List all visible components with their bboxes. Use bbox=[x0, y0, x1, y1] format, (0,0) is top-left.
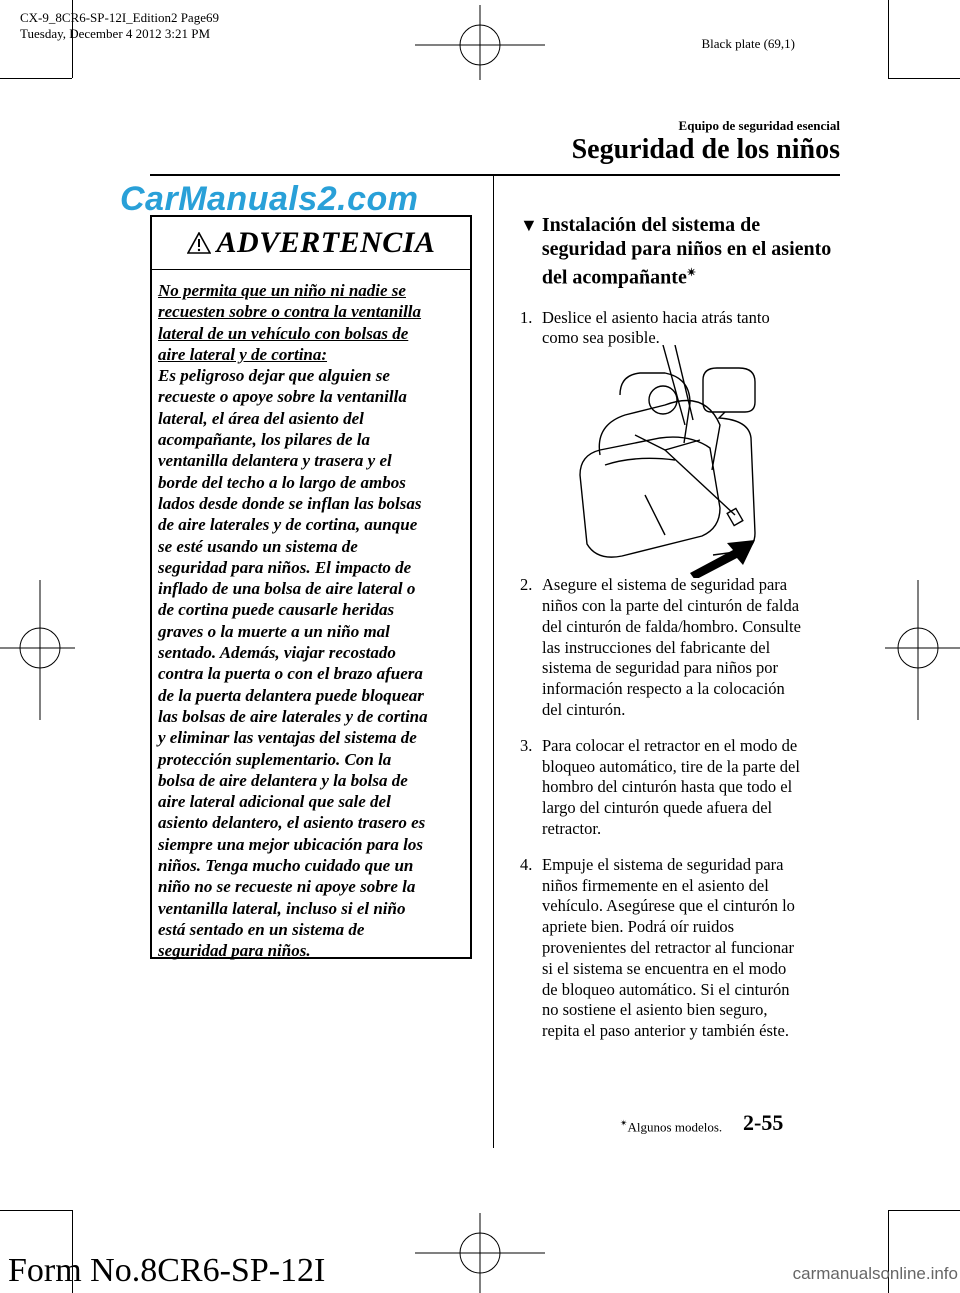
step-text bbox=[542, 575, 801, 721]
step-line: repita el paso anterior y también éste. bbox=[542, 1021, 789, 1041]
warning-lead-line: lateral de un vehículo con bolsas de bbox=[158, 323, 409, 343]
warning-text bbox=[158, 365, 464, 961]
registration-mark-bottom bbox=[415, 1213, 545, 1293]
step-line: retractor. bbox=[542, 819, 602, 839]
warning-line: aire lateral adicional que sale del bbox=[158, 792, 391, 812]
step-text bbox=[542, 736, 800, 840]
warning-line: de cortina puede causarle heridas bbox=[158, 600, 395, 620]
watermark-logo: CarManuals2.com bbox=[120, 180, 419, 218]
warning-body bbox=[152, 270, 470, 962]
step-line: niños con la parte del cinturón de falda bbox=[542, 596, 800, 616]
step-line: información respecto a la colocación bbox=[542, 679, 785, 699]
step-1 bbox=[520, 308, 845, 350]
step-line: si el sistema se encuentra en el modo bbox=[542, 958, 787, 978]
registration-mark-right bbox=[885, 580, 960, 720]
step-line: del cinturón de falda/hombro. Consulte bbox=[542, 616, 801, 636]
step-line: no sostiene el asiento bien seguro, bbox=[542, 1000, 768, 1020]
step-line: niños firmemente en el asiento del bbox=[542, 875, 769, 895]
site-watermark: carmanualsonline.info bbox=[792, 1264, 958, 1283]
footnote-text: Algunos modelos. bbox=[627, 1119, 723, 1135]
warning-line: sentado. Además, viajar recostado bbox=[158, 643, 396, 663]
page-number: 2-55 bbox=[743, 1110, 784, 1135]
warning-header bbox=[152, 217, 470, 270]
warning-line: siempre una mejor ubicación para los bbox=[158, 834, 423, 854]
step-number: 1. bbox=[520, 307, 533, 327]
warning-line: protección suplementario. Con la bbox=[158, 749, 392, 769]
step-number: 4. bbox=[520, 854, 533, 874]
step-number: 3. bbox=[520, 735, 533, 755]
heading-line: seguridad para niños en el asiento bbox=[541, 238, 832, 260]
warning-line: borde del techo a lo largo de ambos bbox=[158, 472, 406, 492]
step-line: Asegure el sistema de seguridad para bbox=[542, 575, 788, 595]
print-info bbox=[20, 10, 219, 42]
plate-label: Black plate (69,1) bbox=[701, 36, 795, 51]
footnote bbox=[620, 1118, 722, 1135]
step-item bbox=[520, 308, 845, 350]
warning-box bbox=[150, 215, 472, 959]
warning-triangle-icon bbox=[187, 232, 211, 254]
step-line: apriete bien. Podrá oír ruidos bbox=[542, 917, 734, 937]
warning-lead-line: aire lateral y de cortina: bbox=[158, 344, 328, 364]
warning-line: contra la puerta o con el brazo afuera bbox=[158, 664, 423, 684]
step-line: bloqueo automático, tire de la parte del bbox=[542, 756, 800, 776]
warning-line: seguridad para niños. El impacto de bbox=[158, 557, 412, 577]
warning-line: está sentado en un sistema de bbox=[158, 919, 365, 939]
step-text bbox=[542, 308, 770, 350]
warning-lead-line: No permita que un niño ni nadie se bbox=[158, 281, 406, 300]
step-line: largo del cinturón quede afuera del bbox=[542, 798, 773, 818]
warning-line: niño no se recueste ni apoye sobre la bbox=[158, 877, 416, 897]
right-column bbox=[520, 213, 845, 1042]
column-divider bbox=[493, 176, 494, 1148]
step-line: Para colocar el retractor en el modo de bbox=[542, 735, 798, 755]
heading-marker-icon: ▼ bbox=[520, 215, 538, 235]
warning-line: ventanilla lateral, incluso si el niño bbox=[158, 898, 406, 918]
step-line: hombro del cinturón hasta que todo el bbox=[542, 777, 793, 797]
step-line: provenientes del retractor al funcionar bbox=[542, 938, 794, 957]
warning-line: ventanilla delantera y trasera y el bbox=[158, 451, 392, 471]
registration-mark-top bbox=[415, 5, 545, 80]
heading-line: Instalación del sistema de bbox=[541, 214, 761, 236]
warning-line: lateral, el área del asiento del bbox=[158, 408, 364, 428]
step-line: sistema de seguridad para niños por bbox=[542, 658, 778, 678]
warning-line: y eliminar las ventajas del sistema de bbox=[158, 728, 417, 748]
step-line: vehículo. Asegúrese que el cinturón lo bbox=[542, 896, 795, 916]
section-heading bbox=[520, 213, 845, 290]
warning-line: se esté usando un sistema de bbox=[158, 536, 358, 556]
warning-line: acompañante, los pilares de la bbox=[158, 430, 371, 450]
warning-lead-line: recuesten sobre o contra la ventanilla bbox=[158, 302, 422, 322]
warning-line: niños. Tenga mucho cuidado que un bbox=[158, 856, 414, 876]
child-seat-illustration bbox=[575, 345, 760, 578]
heading-line: del acompañante✴ bbox=[541, 266, 697, 289]
step-item bbox=[520, 855, 845, 1042]
asterisk-icon: ✴ bbox=[620, 1118, 628, 1128]
warning-line: seguridad para niños. bbox=[158, 941, 311, 961]
warning-title: ADVERTENCIA bbox=[216, 226, 436, 259]
section-title: Seguridad de los niños bbox=[571, 134, 840, 165]
warning-lead bbox=[158, 280, 464, 365]
step-line: Deslice el asiento hacia atrás tanto bbox=[542, 307, 770, 327]
registration-mark-left bbox=[0, 580, 75, 720]
step-item bbox=[520, 736, 845, 840]
warning-line: Es peligroso dejar que alguien se bbox=[158, 366, 390, 386]
steps-list bbox=[520, 575, 845, 1042]
header-rule bbox=[150, 174, 840, 176]
step-line: como sea posible. bbox=[542, 328, 660, 348]
warning-line: lados desde donde se inflan las bolsas bbox=[158, 493, 422, 513]
step-line: Empuje el sistema de seguridad para bbox=[542, 854, 784, 874]
warning-line: de aire laterales y de cortina, aunque bbox=[158, 515, 418, 535]
warning-line: de la puerta delantera puede bloquear bbox=[158, 685, 424, 705]
asterisk-icon: ✴ bbox=[686, 267, 697, 279]
warning-line: bolsa de aire delantera y la bolsa de bbox=[158, 770, 408, 790]
step-item bbox=[520, 575, 845, 721]
step-line: las instrucciones del fabricante del bbox=[542, 637, 771, 657]
step-number: 2. bbox=[520, 575, 533, 595]
warning-line: asiento delantero, el asiento trasero es bbox=[158, 813, 426, 833]
step-text bbox=[542, 855, 795, 1042]
warning-line: graves o la muerte a un niño mal bbox=[158, 621, 390, 641]
print-info-date: Tuesday, December 4 2012 3:21 PM bbox=[20, 26, 211, 41]
print-info-file: CX-9_8CR6-SP-12I_Edition2 Page69 bbox=[20, 10, 219, 25]
form-number: Form No.8CR6-SP-12I bbox=[8, 1252, 326, 1289]
step-line: del cinturón. bbox=[542, 700, 626, 720]
warning-line: recueste o apoye sobre la ventanilla bbox=[158, 387, 407, 407]
warning-line: inflado de una bolsa de aire lateral o bbox=[158, 579, 416, 599]
step-line: de bloqueo automático. Si el cinturón bbox=[542, 979, 790, 999]
warning-line: las bolsas de aire laterales y de cortina bbox=[158, 706, 428, 726]
section-subtitle: Equipo de seguridad esencial bbox=[678, 118, 840, 133]
